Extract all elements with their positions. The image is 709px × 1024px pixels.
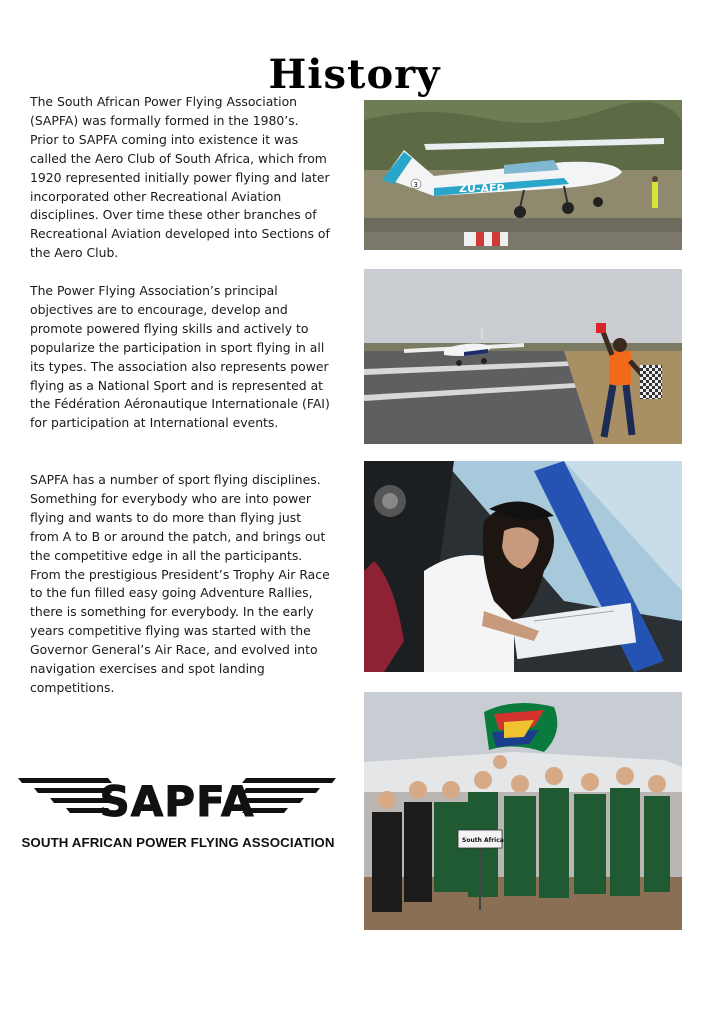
history-paragraph-2: The Power Flying Association’s principal objectives are to encourage, develop and promote powered flying skills and actively to popularize the participation in sport flying in all its types. The association also represents power flying as a National Sport and is represented at the Fédération Aéronautique Internationale (FAI) for participation at International events.: [30, 283, 330, 431]
page-title: History: [268, 50, 441, 98]
history-paragraph-3: SAPFA has a number of sport flying disciplines. Something for everybody who are into power flying and wants to do more than flying just from A to B or around the patch, and brings out the competitive edge in all the participants. From the prestigious President’s Trophy Air Race to the fun filled easy going Adventure Rallies, there is something for everybody. In the early years competitive flying was started with the Governor General’s Air Race, and evolved into navigation exercises and spot landing competitions.: [30, 472, 330, 695]
photo-cessna-landing: [364, 100, 682, 250]
sapfa-wordmark: SAPFA: [99, 777, 255, 826]
team-sign-text: South Africa: [462, 837, 504, 844]
photo-team-group: [364, 692, 682, 930]
sapfa-logo-wings: [16, 770, 338, 830]
logo-caption: SOUTH AFRICAN POWER FLYING ASSOCIATION: [21, 835, 335, 850]
tail-number: 3: [413, 181, 418, 189]
history-paragraph-1: The South African Power Flying Association (SAPFA) was formally formed in the 1980’s. Prior to SAPFA coming into existence it was called the Aero Club of South Africa, which from 1920 represented initially power flying and later incorporated other Recreational Aviation disciplines. Over time these other branches of Recreational Aviation developed into Sections of the Aero Club.: [30, 94, 330, 261]
photo-runway-marshal: [364, 269, 682, 444]
registration-text: ZU-AFP: [459, 182, 505, 195]
photo-cockpit-navigator: [364, 461, 682, 672]
